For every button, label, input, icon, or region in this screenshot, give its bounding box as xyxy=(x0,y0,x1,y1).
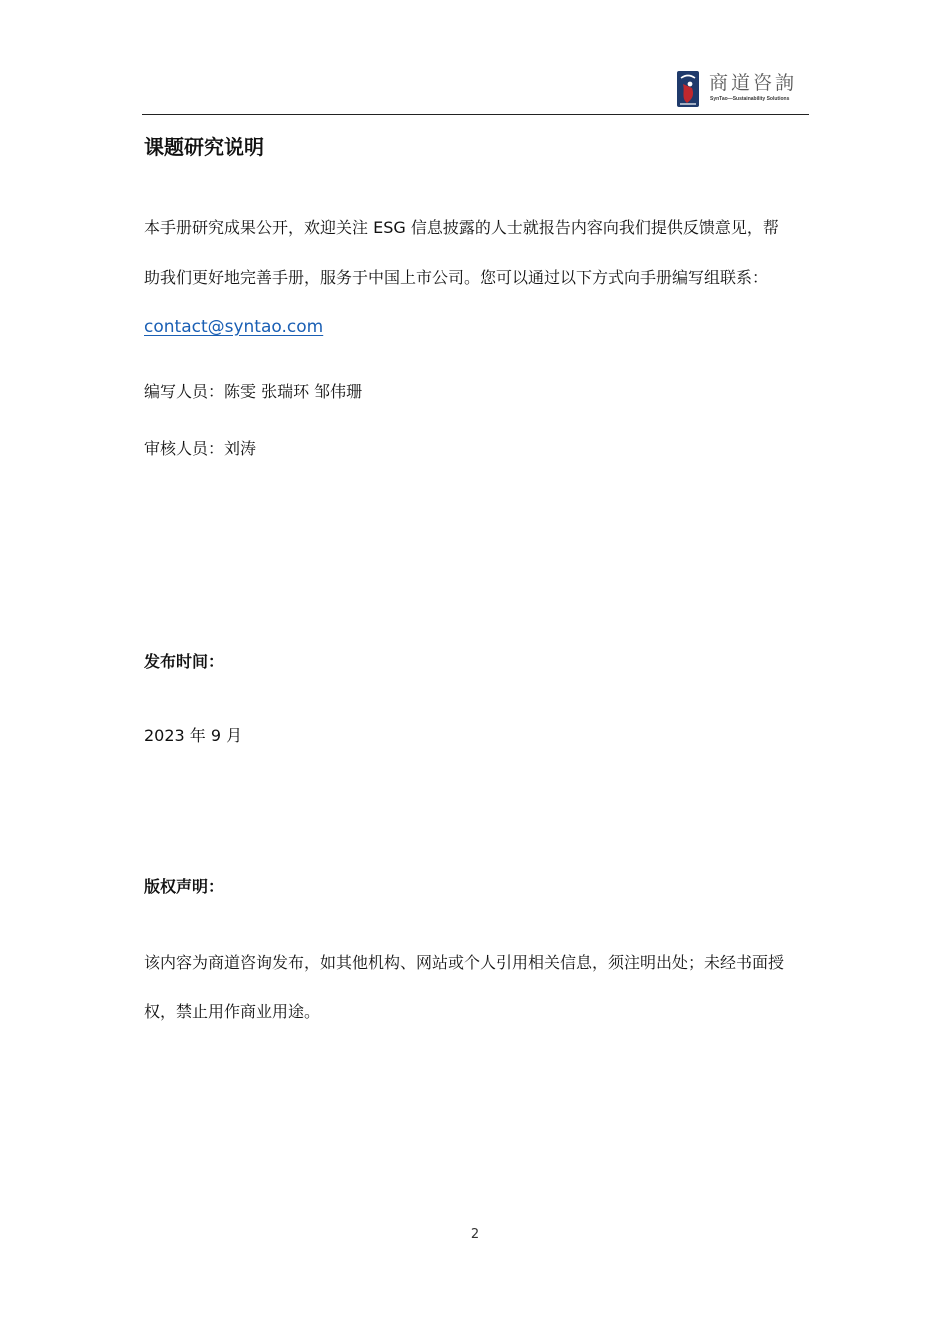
syntao-logo-icon xyxy=(675,70,701,108)
authors-line: 编写人员：陈雯 张瑞环 邹伟珊 xyxy=(144,382,363,401)
intro-paragraph-line-2: 助我们更好地完善手册，服务于中国上市公司。您可以通过以下方式向手册编写组联系： xyxy=(144,268,769,287)
publish-date-value: 2023 年 9 月 xyxy=(144,726,243,745)
publish-date-label: 发布时间： xyxy=(144,652,225,671)
copyright-text-line-2: 权，禁止用作商业用途。 xyxy=(144,1002,321,1021)
logo-chinese-name: 商道咨詢 xyxy=(709,72,798,94)
reviewers-line: 审核人员：刘涛 xyxy=(144,439,257,458)
contact-email-link[interactable]: contact@syntao.com xyxy=(144,317,324,337)
intro-paragraph-line-1: 本手册研究成果公开，欢迎关注 ESG 信息披露的人士就报告内容向我们提供反馈意见，帮 xyxy=(144,218,779,237)
page-number: 2 xyxy=(470,1227,480,1242)
syntao-logo xyxy=(675,70,803,110)
copyright-text-line-1: 该内容为商道咨询发布，如其他机构、网站或个人引用相关信息，须注明出处；未经书面授 xyxy=(144,953,785,972)
page-header xyxy=(142,66,809,115)
logo-english-tagline: SynTao—Sustainability Solutions xyxy=(710,96,790,102)
copyright-label: 版权声明： xyxy=(144,877,225,896)
section-title-research: 课题研究说明 xyxy=(144,135,264,159)
